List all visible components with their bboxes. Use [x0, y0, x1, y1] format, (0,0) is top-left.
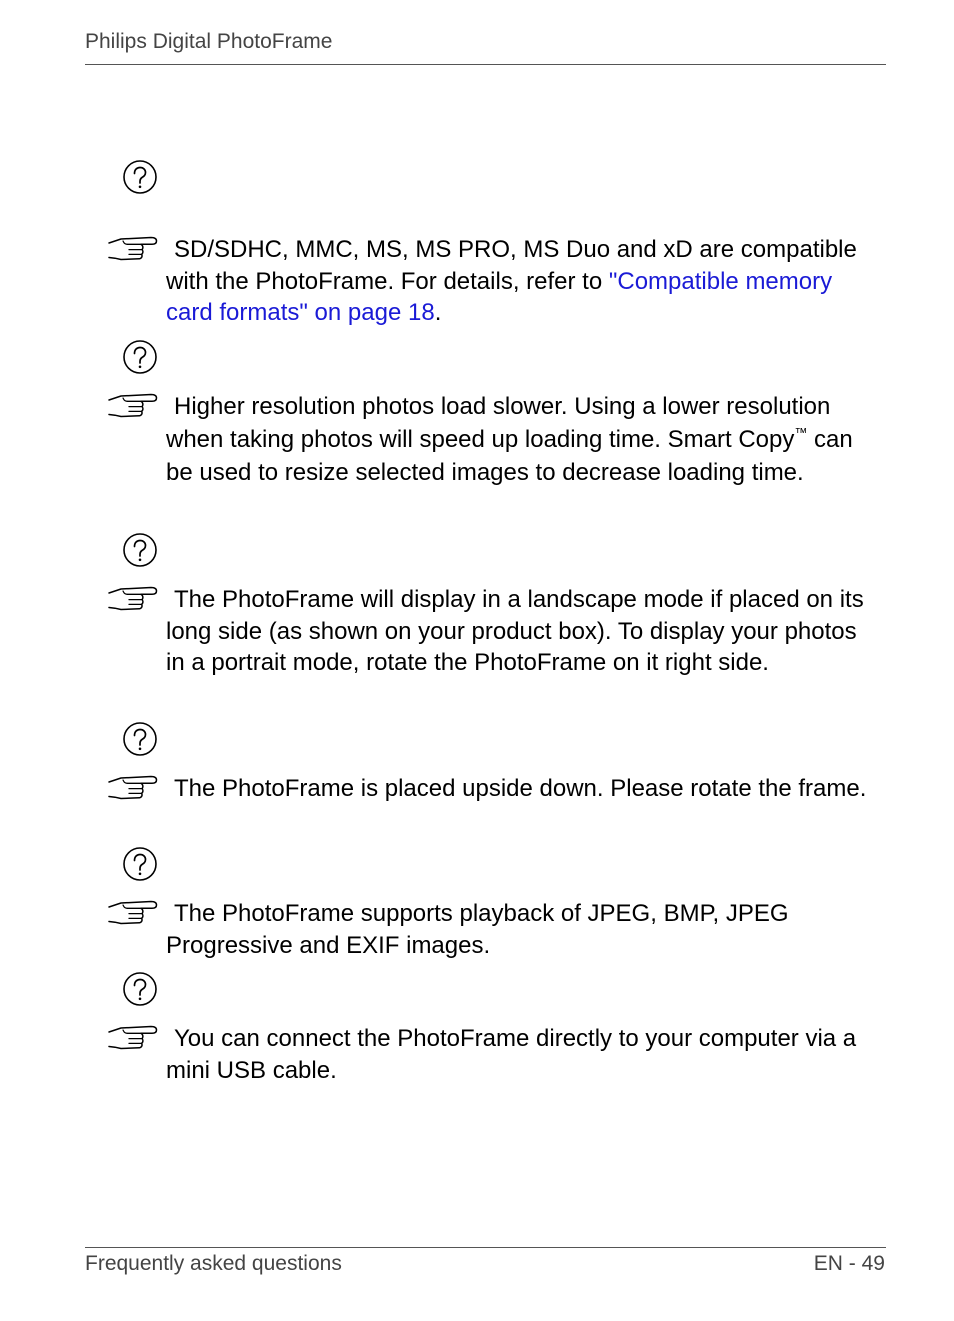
trademark-symbol: ™: [794, 425, 808, 440]
pointing-hand-icon: [107, 772, 161, 802]
faq-answer-4: The PhotoFrame is placed upside down. Please rotate the frame.: [174, 775, 867, 802]
question-circle-icon: [122, 721, 158, 757]
question-circle-icon: [122, 159, 158, 195]
question-circle-icon: [122, 971, 158, 1007]
pointing-hand-icon: [107, 583, 161, 613]
page-number: EN - 49: [813, 1252, 885, 1275]
pointing-hand-icon: [107, 897, 161, 927]
question-circle-icon: [122, 339, 158, 375]
footer-divider: [85, 1247, 886, 1248]
header-divider: [85, 64, 886, 65]
pointing-hand-icon: [107, 233, 161, 263]
pointing-hand-icon: [107, 1022, 161, 1052]
faq-answer-6: You can connect the PhotoFrame directly to your computer via a mini USB cable.: [166, 1025, 857, 1084]
faq-answer-1: SD/SDHC, MMC, MS, MS PRO, MS Duo and xD are compatible with the PhotoFrame. For details, refer to "Compatible memory card formats" on page 18.: [166, 236, 857, 326]
faq-answer-3: The PhotoFrame will display in a landscape mode if placed on its long side (as shown on your product box). To display your photos in a portrait mode, rotate the PhotoFrame on it right side.: [166, 586, 864, 676]
footer-section-title: Frequently asked questions: [85, 1252, 342, 1275]
faq-answer-2: Higher resolution photos load slower. Using a lower resolution when taking photos will speed up loading time. Smart Copy™ can be used to resize selected images to decrease loading time.: [166, 393, 853, 486]
pointing-hand-icon: [107, 390, 161, 420]
faq-answer-5: The PhotoFrame supports playback of JPEG, BMP, JPEG Progressive and EXIF images.: [166, 900, 789, 959]
running-header-title: Philips Digital PhotoFrame: [85, 30, 333, 53]
question-circle-icon: [122, 532, 158, 568]
question-circle-icon: [122, 846, 158, 882]
compatible-formats-link[interactable]: "Compatible memory card formats" on page 18: [166, 267, 833, 326]
